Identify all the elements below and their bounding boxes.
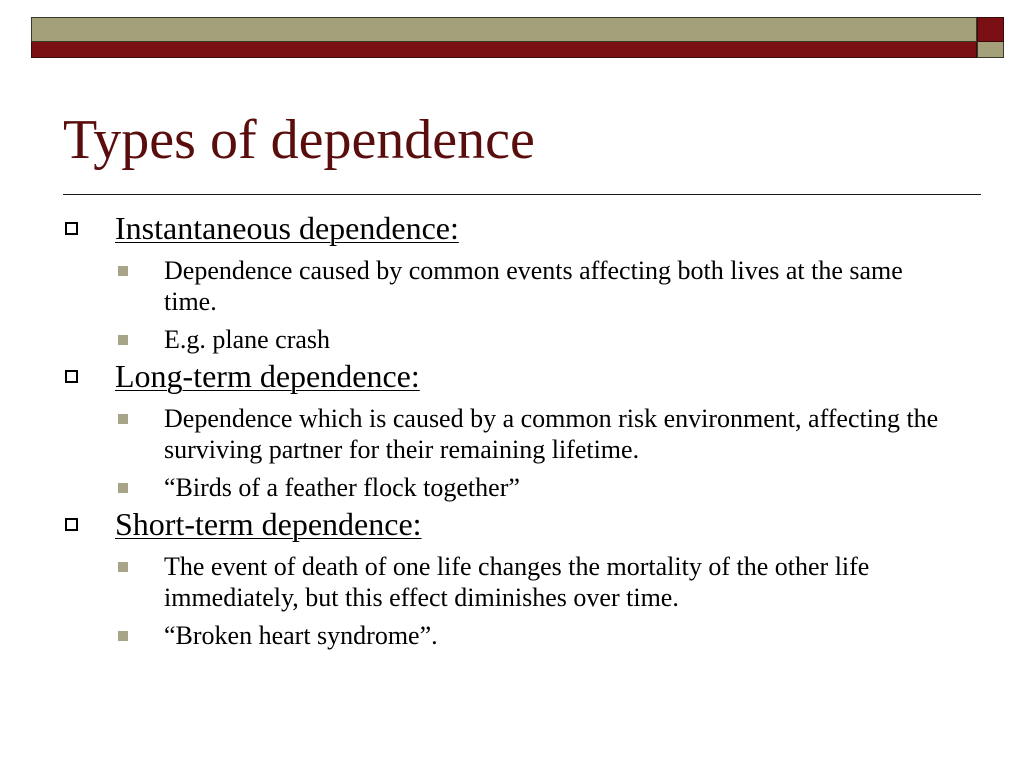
- top-banner-red-bar: [31, 42, 977, 58]
- top-banner-olive-bar: [31, 17, 977, 42]
- sub-bullet-text: E.g. plane crash: [164, 325, 331, 354]
- title-divider: [63, 194, 981, 195]
- sub-bullet-item: [0, 255, 1024, 317]
- corner-olive-square: [977, 42, 1004, 58]
- filled-square-bullet-icon: [118, 414, 128, 424]
- section-heading-long-term: [0, 356, 1024, 396]
- filled-square-bullet-icon: [118, 483, 128, 493]
- sub-bullet-text: The event of death of one life changes the mortality of the other life immediately, but this effect diminishes over time.: [164, 552, 870, 612]
- section-heading-text: Long-term dependence:: [115, 358, 420, 394]
- sub-bullet-item: [0, 551, 1024, 613]
- section-heading-text: Short-term dependence:: [115, 506, 422, 542]
- sub-bullet-item: [0, 472, 1024, 503]
- filled-square-bullet-icon: [118, 631, 128, 641]
- sub-bullet-item: [0, 620, 1024, 651]
- sub-bullet-text: “Broken heart syndrome”.: [164, 621, 438, 650]
- section-heading-text: Instantaneous dependence:: [115, 210, 459, 246]
- hollow-square-bullet-icon: [65, 222, 78, 235]
- sub-bullet-item: [0, 324, 1024, 355]
- slide-content: [0, 208, 1024, 651]
- sub-bullet-text: “Birds of a feather flock together”: [164, 473, 520, 502]
- sub-bullet-text: Dependence which is caused by a common risk environment, affecting the surviving partner for their remaining lifetime.: [164, 404, 939, 464]
- filled-square-bullet-icon: [118, 562, 128, 572]
- sub-bullet-text: Dependence caused by common events affecting both lives at the same time.: [164, 256, 903, 316]
- hollow-square-bullet-icon: [65, 370, 78, 383]
- section-heading-short-term: [0, 504, 1024, 544]
- filled-square-bullet-icon: [118, 266, 128, 276]
- sub-bullet-item: [0, 403, 1024, 465]
- section-heading-instantaneous: [0, 208, 1024, 248]
- corner-red-square: [977, 17, 1004, 42]
- slide-title: Types of dependence: [63, 109, 535, 171]
- hollow-square-bullet-icon: [65, 518, 78, 531]
- filled-square-bullet-icon: [118, 335, 128, 345]
